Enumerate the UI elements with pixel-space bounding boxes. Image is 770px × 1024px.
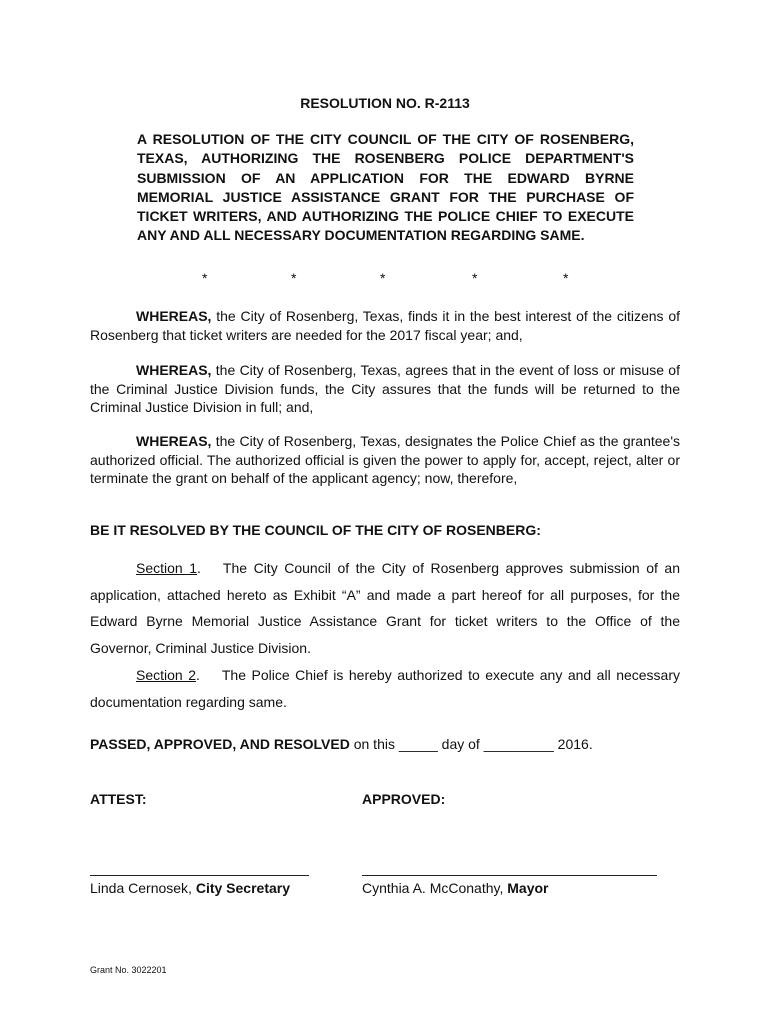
whereas-text: the City of Rosenberg, Texas, finds it in the best interest of the citizens of Rosenberg that ticket writers are needed for the 2017 fiscal year; and, bbox=[90, 308, 680, 343]
separator-star: * bbox=[472, 270, 478, 286]
mayor-signature-name bbox=[362, 880, 548, 896]
section-text: The Police Chief is hereby authorized to execute any and all necessary documentation regarding same. bbox=[90, 667, 680, 710]
whereas-paragraph-3 bbox=[90, 432, 680, 488]
mayor-title: Mayor bbox=[507, 880, 549, 896]
separator-stars bbox=[0, 270, 770, 290]
resolution-title: A RESOLUTION OF THE CITY COUNCIL OF THE CITY OF ROSENBERG, TEXAS, AUTHORIZING THE ROSENBERG POLICE DEPARTMENT'S SUBMISSION OF AN APPLICATION FOR THE EDWARD BYRNE MEMORIAL JUSTICE ASSISTANCE GRANT FOR THE PURCHASE OF TICKET WRITERS, AND AUTHORIZING THE POLICE CHIEF TO EXECUTE ANY AND ALL NECESSARY DOCUMENTATION REGARDING SAME. bbox=[137, 131, 634, 244]
secretary-signature-name bbox=[90, 880, 290, 896]
whereas-lead: WHEREAS, bbox=[136, 308, 212, 324]
mayor-name: Cynthia A. McConathy, bbox=[362, 880, 508, 896]
secretary-title: City Secretary bbox=[195, 880, 291, 896]
whereas-lead: WHEREAS, bbox=[136, 362, 212, 378]
whereas-paragraph-2 bbox=[90, 361, 680, 417]
whereas-lead: WHEREAS, bbox=[136, 433, 212, 449]
section-text: The City Council of the City of Rosenberg approves submission of an application, attached hereto as Exhibit “A” and made a part hereof for all purposes, for the Edward Byrne Memorial Justice Assistance Grant for ticket writers to the Office of the Governor, Criminal Justice Division. bbox=[90, 560, 681, 656]
passed-lead: PASSED, APPROVED, AND RESOLVED bbox=[90, 736, 350, 752]
passed-text: on this _____ day of _________ 2016. bbox=[349, 736, 593, 752]
separator-star: * bbox=[291, 270, 297, 286]
passed-line bbox=[90, 736, 593, 752]
section-1: Section 1. The City Council of the City of Rosenberg approves submission of an application, attached hereto as Exhibit “A” and made a part hereof for all purposes, for the Edward Byrne Memorial Justice Assistance Grant for ticket writers to the Office of the Governor, Criminal Justice Division. bbox=[90, 560, 681, 656]
attest-label: ATTEST: bbox=[90, 791, 147, 807]
section-2: Section 2. The Police Chief is hereby authorized to execute any and all necessary documentation regarding same. bbox=[90, 667, 680, 710]
whereas-paragraph-1 bbox=[90, 307, 680, 344]
resolved-heading: BE IT RESOLVED BY THE COUNCIL OF THE CITY OF ROSENBERG: bbox=[90, 522, 541, 538]
separator-star: * bbox=[380, 270, 386, 286]
mayor-signature-line bbox=[362, 875, 657, 876]
separator-star: * bbox=[202, 270, 208, 286]
whereas-text: the City of Rosenberg, Texas, agrees that in the event of loss or misuse of the Criminal Justice Division funds, the City assures that the funds will be returned to the Criminal Justice Division in full; and, bbox=[90, 362, 680, 415]
secretary-name: Linda Cernosek, bbox=[90, 880, 196, 896]
secretary-signature-line bbox=[90, 875, 309, 876]
section-label: Section 2 bbox=[136, 667, 196, 683]
approved-label: APPROVED: bbox=[362, 791, 446, 807]
section-label: Section 1 bbox=[136, 560, 198, 576]
separator-star: * bbox=[563, 270, 569, 286]
resolution-number: RESOLUTION NO. R-2113 bbox=[300, 95, 470, 111]
whereas-text: the City of Rosenberg, Texas, designates the Police Chief as the grantee's authorized official. The authorized official is given the power to apply for, accept, reject, alter or terminate the grant on behalf of the applicant agency; now, therefore, bbox=[90, 433, 680, 486]
grant-number-footer: Grant No. 3022201 bbox=[90, 965, 167, 975]
